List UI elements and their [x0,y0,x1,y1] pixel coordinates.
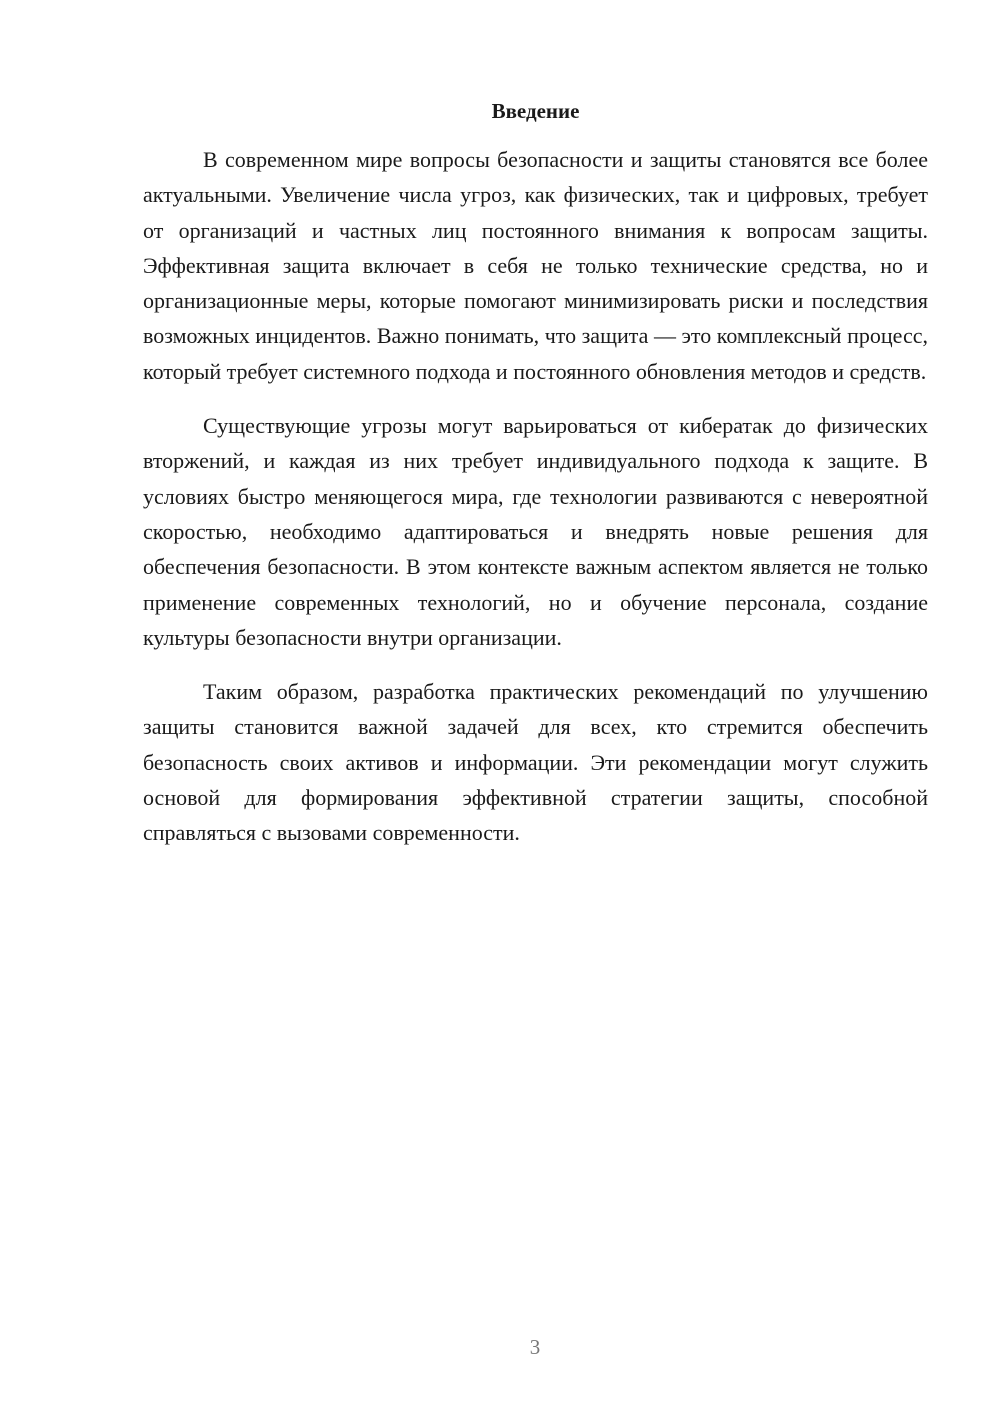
body-text [143,142,928,870]
page-number: 3 [529,1335,541,1359]
paragraph-2: Существующие угрозы могут варьироваться от кибератак до физических вторжений, и каждая из них требует индивидуального подхода к защите. В условиях быстро меняющегося мира, где технологии развиваются с невероятной скоростью, необходимо адаптироваться и внедрять новые решения для обеспечения безопасности. В этом контексте важным аспектом является не только применение современных технологий, но и обучение персонала, создание культуры безопасности внутри организации. [143,413,928,650]
paragraph-3: Таким образом, разработка практических рекомендаций по улучшению защиты становится важной задачей для всех, кто стремится обеспечить безопасность своих активов и информации. Эти рекомендации могут служить основой для формирования эффективной стратегии защиты, способной справляться с вызовами современности. [143,679,928,846]
paragraph-1: В современном мире вопросы безопасности и защиты становятся все более актуальными. Увеличение числа угроз, как физических, так и цифровых, требует от организаций и частных лиц постоянного внимания к вопросам защиты. Эффективная защита включает в себя не только технические средства, но и организационные меры, которые помогают минимизировать риски и последствия возможных инцидентов. Важно понимать, что защита — это комплексный процесс, который требует системного подхода и постоянного обновления методов и средств. [143,147,928,384]
section-title: Введение [491,99,580,123]
